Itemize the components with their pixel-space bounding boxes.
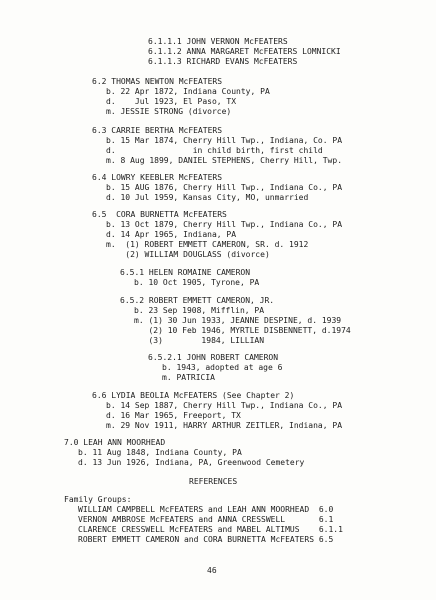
- text-line: b. 13 Oct 1879, Cherry Hill Twp., Indiana Co., PA: [106, 220, 343, 229]
- text-line: b. 15 Mar 1874, Cherry Hill Twp., Indiana, Co. PA: [106, 136, 343, 145]
- text-line: 6.1.1.2 ANNA MARGARET McFEATERS LOMNICKI: [148, 47, 341, 56]
- text-line: 6.3 CARRIE BERTHA McFEATERS: [92, 126, 223, 135]
- text-line: d. 16 Mar 1965, Freeport, TX: [106, 411, 241, 420]
- text-line: Family Groups:: [64, 495, 132, 504]
- text-line: b. 14 Sep 1887, Cherry Hill Twp., Indiana Co., PA: [106, 401, 343, 410]
- text-line: b. 23 Sep 1908, Mifflin, PA: [134, 306, 265, 315]
- text-line: b. 1943, adopted at age 6: [162, 363, 283, 372]
- text-line: b. 22 Apr 1872, Indiana County, PA: [106, 87, 270, 96]
- text-line: m. PATRICIA: [162, 373, 215, 382]
- text-line: d. Jul 1923, El Paso, TX: [106, 97, 237, 106]
- text-line: 6.5.2.1 JOHN ROBERT CAMERON: [148, 353, 279, 362]
- page-number: 46: [207, 566, 217, 575]
- text-line: 6.1.1.1 JOHN VERNON McFEATERS: [148, 37, 288, 46]
- text-line: REFERENCES: [189, 477, 238, 486]
- text-line: m. (1) 30 Jun 1933, JEANNE DESPINE, d. 1939: [134, 316, 342, 325]
- text-line: (3) 1984, LILLIAN: [134, 336, 265, 345]
- text-line: 6.2 THOMAS NEWTON McFEATERS: [92, 77, 223, 86]
- text-line: 6.5 CORA BURNETTA McFEATERS: [92, 210, 227, 219]
- text-line: WILLIAM CAMPBELL McFEATERS and LEAH ANN MOORHEAD 6.0: [78, 505, 334, 514]
- text-line: VERNON AMBROSE McFEATERS and ANNA CRESSWELL 6.1: [78, 515, 334, 524]
- text-line: d. 13 Jun 1926, Indiana, PA, Greenwood Cemetery: [78, 458, 305, 467]
- text-line: 6.6 LYDIA BEOLIA McFEATERS (See Chapter 2): [92, 391, 295, 400]
- text-line: 6.1.1.3 RICHARD EVANS McFEATERS: [148, 57, 298, 66]
- text-line: b. 15 AUG 1876, Cherry Hill Twp., Indiana Co., PA: [106, 183, 343, 192]
- text-line: 6.5.1 HELEN ROMAINE CAMERON: [120, 268, 251, 277]
- text-line: (2) 10 Feb 1946, MYRTLE DISBENNETT, d.1974: [134, 326, 351, 335]
- text-line: b. 11 Aug 1848, Indiana County, PA: [78, 448, 242, 457]
- text-line: 6.5.2 ROBERT EMMETT CAMERON, JR.: [120, 296, 275, 305]
- text-line: 7.0 LEAH ANN MOORHEAD: [64, 438, 166, 447]
- text-line: d. 10 Jul 1959, Kansas City, MO, unmarried: [106, 193, 309, 202]
- text-line: (2) WILLIAM DOUGLASS (divorce): [106, 250, 270, 259]
- text-line: m. 29 Nov 1911, HARRY ARTHUR ZEITLER, Indiana, PA: [106, 421, 343, 430]
- text-line: ROBERT EMMETT CAMERON and CORA BURNETTA McFEATERS 6.5: [78, 535, 334, 544]
- text-line: d. in child birth, first child: [106, 146, 323, 155]
- text-line: 6.4 LOWRY KEEBLER McFEATERS: [92, 173, 223, 182]
- text-line: CLARENCE CRESSWELL McFEATERS and MABEL ALTIMUS 6.1.1: [78, 525, 343, 534]
- text-line: d. 14 Apr 1965, Indiana, PA: [106, 230, 237, 239]
- text-line: m. (1) ROBERT EMMETT CAMERON, SR. d. 1912: [106, 240, 309, 249]
- text-line: b. 10 Oct 1905, Tyrone, PA: [134, 278, 260, 287]
- text-line: m. JESSIE STRONG (divorce): [106, 107, 232, 116]
- text-line: m. 8 Aug 1899, DANIEL STEPHENS, Cherry Hill, Twp.: [106, 156, 343, 165]
